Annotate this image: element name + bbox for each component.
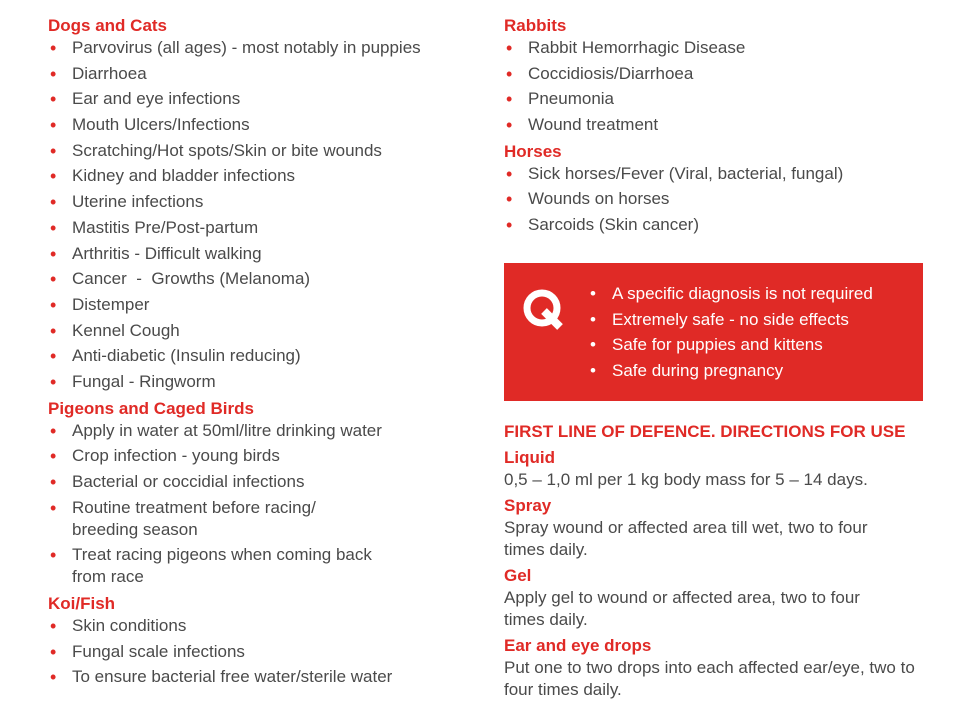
benefits-list <box>588 283 873 385</box>
horses-heading: Horses <box>504 141 562 161</box>
list-item: • Bacterial or coccidial infections <box>48 471 468 493</box>
left-column <box>48 14 468 692</box>
list-item: • Sarcoids (Skin cancer) <box>504 214 924 236</box>
list-item: • A specific diagnosis is not required <box>588 283 873 305</box>
spray-heading: Spray <box>504 496 552 515</box>
liquid-text: 0,5 – 1,0 ml per 1 kg body mass for 5 – 14 days. <box>504 470 868 489</box>
list-item: • Kennel Cough <box>48 320 468 342</box>
list-item: • Distemper <box>48 294 468 316</box>
list-item: • Safe during pregnancy <box>588 360 873 382</box>
list-item: • Extremely safe - no side effects <box>588 309 873 331</box>
ear-eye-drops-text: Put one to two drops into each affected ear/eye, two to four times daily. <box>504 658 915 699</box>
list-item: • Apply in water at 50ml/litre drinking water <box>48 420 468 442</box>
rabbits-list <box>504 37 924 136</box>
pigeons-list <box>48 420 468 589</box>
dogs-cats-list <box>48 37 468 393</box>
list-item: • Parvovirus (all ages) - most notably in puppies <box>48 37 468 59</box>
list-item: • Wound treatment <box>504 114 924 136</box>
list-item: • Kidney and bladder infections <box>48 165 468 187</box>
list-item: • Skin conditions <box>48 615 468 637</box>
list-item: • Cancer - Growths (Melanoma) <box>48 268 468 290</box>
spray-text: Spray wound or affected area till wet, two to four times daily. <box>504 518 868 559</box>
list-item: • Arthritis - Difficult walking <box>48 243 468 265</box>
list-item: • Fungal - Ringworm <box>48 371 468 393</box>
list-item: • Fungal scale infections <box>48 641 468 663</box>
list-item: • To ensure bacterial free water/sterile water <box>48 666 468 688</box>
gel-heading: Gel <box>504 566 532 585</box>
pigeons-heading: Pigeons and Caged Birds <box>48 398 254 418</box>
benefits-callout <box>504 263 923 401</box>
list-item: • Safe for puppies and kittens <box>588 334 873 356</box>
rabbits-heading: Rabbits <box>504 16 567 35</box>
koi-list <box>48 615 468 688</box>
list-item: • Routine treatment before racing/ breeding season <box>48 497 342 541</box>
list-item: • Coccidiosis/Diarrhoea <box>504 63 924 85</box>
directions-title: FIRST LINE OF DEFENCE. DIRECTIONS FOR USE <box>504 422 906 441</box>
list-item: • Anti-diabetic (Insulin reducing) <box>48 345 468 367</box>
dogs-cats-heading: Dogs and Cats <box>48 16 168 35</box>
list-item: • Mastitis Pre/Post-partum <box>48 217 468 239</box>
list-item: • Ear and eye infections <box>48 88 468 110</box>
ear-eye-drops-heading: Ear and eye drops <box>504 636 652 655</box>
list-item: • Sick horses/Fever (Viral, bacterial, fungal) <box>504 163 924 185</box>
horses-list <box>504 163 924 236</box>
gel-text: Apply gel to wound or affected area, two to four times daily. <box>504 588 860 629</box>
list-item: • Mouth Ulcers/Infections <box>48 114 468 136</box>
list-item: • Pneumonia <box>504 88 924 110</box>
list-item: • Rabbit Hemorrhagic Disease <box>504 37 924 59</box>
list-item: • Uterine infections <box>48 191 468 213</box>
list-item: • Diarrhoea <box>48 63 468 85</box>
q-logo-icon <box>520 285 568 333</box>
list-item: • Wounds on horses <box>504 188 924 210</box>
list-item: • Scratching/Hot spots/Skin or bite wounds <box>48 140 468 162</box>
list-item: • Crop infection - young birds <box>48 445 468 467</box>
list-item: • Treat racing pigeons when coming back from race <box>48 544 402 588</box>
right-column <box>504 14 924 240</box>
liquid-heading: Liquid <box>504 448 555 467</box>
directions-section <box>504 421 934 701</box>
koi-heading: Koi/Fish <box>48 594 116 614</box>
